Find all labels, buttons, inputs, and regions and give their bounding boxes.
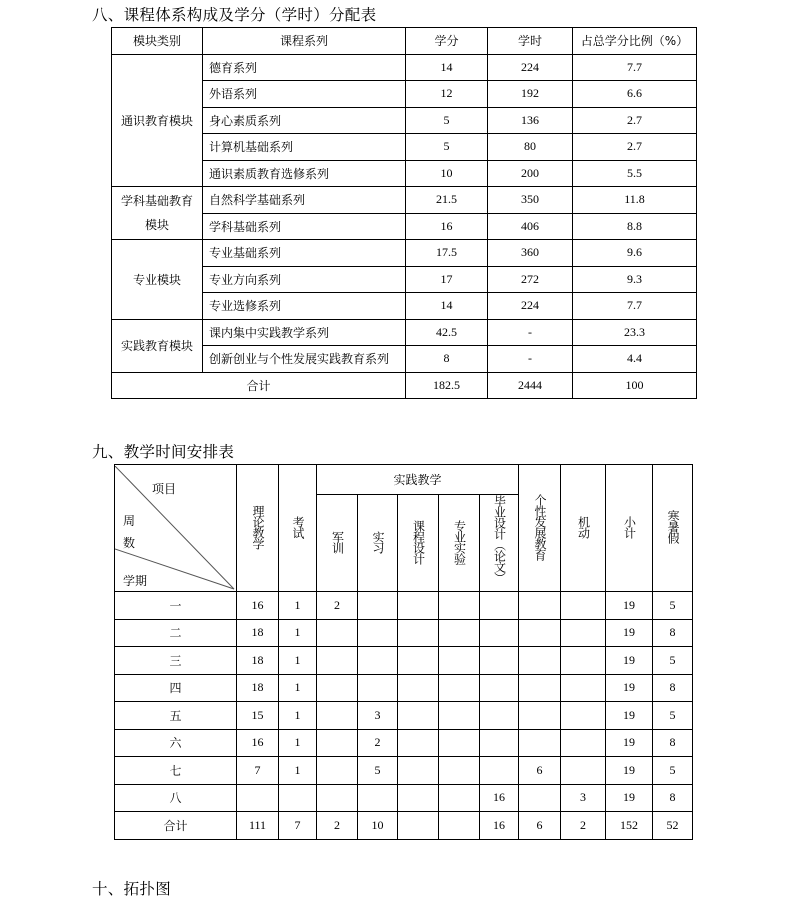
series-cell: 身心素质系列 [203, 107, 406, 134]
value-cell [439, 674, 480, 702]
series-cell: 专业基础系列 [203, 240, 406, 267]
value-cell [358, 647, 398, 675]
value-cell [480, 647, 519, 675]
value-cell: 18 [237, 619, 279, 647]
module-cell: 专业模块 [112, 240, 203, 320]
value-cell [480, 702, 519, 730]
table-row [112, 240, 697, 267]
value-cell: 19 [606, 592, 653, 620]
ratio-cell: 6.6 [573, 81, 697, 108]
value-cell: 1 [279, 647, 317, 675]
hours-cell: 80 [488, 134, 573, 161]
value-cell [519, 702, 561, 730]
series-cell: 外语系列 [203, 81, 406, 108]
value-cell [439, 729, 480, 757]
value-cell [317, 757, 358, 785]
value-cell [519, 674, 561, 702]
credits-cell: 12 [406, 81, 488, 108]
value-cell: 6 [519, 757, 561, 785]
header-personal [519, 465, 561, 592]
module-cell: 通识教育模块 [112, 54, 203, 187]
header-series: 课程系列 [203, 28, 406, 55]
value-cell [398, 812, 439, 840]
header-military-training-text: 军训 [330, 530, 345, 553]
value-cell [317, 702, 358, 730]
credits-cell: 5 [406, 134, 488, 161]
header-subtotal-text: 小计 [622, 515, 637, 538]
value-cell [439, 784, 480, 812]
term-cell: 六 [115, 729, 237, 757]
value-cell [480, 729, 519, 757]
hours-cell: 350 [488, 187, 573, 214]
value-cell: 8 [653, 619, 693, 647]
total-row [112, 372, 697, 399]
value-cell: 5 [653, 702, 693, 730]
value-cell: 6 [519, 812, 561, 840]
hours-cell: 136 [488, 107, 573, 134]
table-row [115, 784, 693, 812]
header-lab-text: 专业实验 [452, 519, 467, 564]
credits-cell: 8 [406, 346, 488, 373]
value-cell [398, 702, 439, 730]
value-cell: 19 [606, 674, 653, 702]
value-cell: 3 [358, 702, 398, 730]
term-cell: 一 [115, 592, 237, 620]
hours-cell: 200 [488, 160, 573, 187]
value-cell [480, 674, 519, 702]
value-cell [317, 784, 358, 812]
ratio-cell: 7.7 [573, 54, 697, 81]
value-cell [398, 757, 439, 785]
hours-cell: 224 [488, 293, 573, 320]
header-course-design [398, 495, 439, 592]
ratio-cell: 2.7 [573, 134, 697, 161]
value-cell: 2 [317, 812, 358, 840]
table-row [115, 702, 693, 730]
header-exam [279, 465, 317, 592]
header-vacation-text: 寒暑假 [666, 510, 681, 543]
table-row [112, 319, 697, 346]
header-internship [358, 495, 398, 592]
value-cell: 16 [480, 784, 519, 812]
value-cell [317, 674, 358, 702]
ratio-cell: 23.3 [573, 319, 697, 346]
value-cell: 8 [653, 729, 693, 757]
value-cell [439, 647, 480, 675]
value-cell [439, 702, 480, 730]
value-cell: 2 [561, 812, 606, 840]
value-cell: 2 [358, 729, 398, 757]
table-row [115, 619, 693, 647]
credits-cell: 42.5 [406, 319, 488, 346]
credits-cell: 5 [406, 107, 488, 134]
ratio-cell: 9.3 [573, 266, 697, 293]
value-cell: 16 [237, 592, 279, 620]
table-row [112, 187, 697, 214]
value-cell: 1 [279, 592, 317, 620]
hours-cell: - [488, 319, 573, 346]
header-module: 模块类别 [112, 28, 203, 55]
total-credits: 182.5 [406, 372, 488, 399]
term-cell: 七 [115, 757, 237, 785]
value-cell: 3 [561, 784, 606, 812]
term-cell: 四 [115, 674, 237, 702]
header-internship-text: 实习 [371, 530, 385, 553]
value-cell [439, 757, 480, 785]
term-cell: 三 [115, 647, 237, 675]
value-cell: 8 [653, 784, 693, 812]
table-row [115, 757, 693, 785]
header-flexible [561, 465, 606, 592]
value-cell [317, 729, 358, 757]
value-cell: 19 [606, 757, 653, 785]
value-cell: 10 [358, 812, 398, 840]
header-theory [237, 465, 279, 592]
value-cell [439, 592, 480, 620]
corner-label-term: 学期 [123, 573, 148, 588]
value-cell: 7 [237, 757, 279, 785]
value-cell: 16 [480, 812, 519, 840]
hours-cell: - [488, 346, 573, 373]
value-cell [561, 702, 606, 730]
term-cell: 八 [115, 784, 237, 812]
value-cell [561, 757, 606, 785]
credits-cell: 14 [406, 54, 488, 81]
value-cell [480, 592, 519, 620]
corner-label-item: 项目 [152, 481, 177, 496]
value-cell [439, 812, 480, 840]
value-cell: 111 [237, 812, 279, 840]
hours-cell: 272 [488, 266, 573, 293]
header-thesis [480, 495, 519, 592]
header-vacation [653, 465, 693, 592]
credits-cell: 17.5 [406, 240, 488, 267]
value-cell: 7 [279, 812, 317, 840]
header-hours: 学时 [488, 28, 573, 55]
value-cell: 19 [606, 784, 653, 812]
series-cell: 专业选修系列 [203, 293, 406, 320]
credits-cell: 16 [406, 213, 488, 240]
table-row [115, 812, 693, 840]
value-cell [519, 619, 561, 647]
term-cell: 二 [115, 619, 237, 647]
value-cell: 18 [237, 674, 279, 702]
ratio-cell: 4.4 [573, 346, 697, 373]
header-military-training [317, 495, 358, 592]
credits-cell: 10 [406, 160, 488, 187]
series-cell: 学科基础系列 [203, 213, 406, 240]
value-cell [398, 619, 439, 647]
value-cell [237, 784, 279, 812]
value-cell [358, 592, 398, 620]
value-cell: 1 [279, 757, 317, 785]
value-cell [358, 619, 398, 647]
value-cell [561, 592, 606, 620]
value-cell: 5 [653, 592, 693, 620]
ratio-cell: 9.6 [573, 240, 697, 267]
value-cell: 152 [606, 812, 653, 840]
value-cell [519, 647, 561, 675]
series-cell: 课内集中实践教学系列 [203, 319, 406, 346]
credits-cell: 14 [406, 293, 488, 320]
total-ratio: 100 [573, 372, 697, 399]
value-cell [398, 729, 439, 757]
value-cell: 5 [358, 757, 398, 785]
ratio-cell: 8.8 [573, 213, 697, 240]
teaching-schedule-table [114, 464, 693, 840]
value-cell: 15 [237, 702, 279, 730]
value-cell: 2 [317, 592, 358, 620]
value-cell: 1 [279, 702, 317, 730]
credits-cell: 21.5 [406, 187, 488, 214]
ratio-cell: 5.5 [573, 160, 697, 187]
section-9-heading: 九、教学时间安排表 [92, 443, 235, 461]
total-label: 合计 [112, 372, 406, 399]
header-flexible-text: 机动 [576, 515, 591, 538]
value-cell: 19 [606, 729, 653, 757]
ratio-cell: 7.7 [573, 293, 697, 320]
header-subtotal [606, 465, 653, 592]
header-practice-group: 实践教学 [317, 465, 519, 495]
header-personal-text: 个性发展教育 [533, 493, 548, 560]
header-credits: 学分 [406, 28, 488, 55]
corner-label-week-2: 数 [123, 535, 136, 550]
value-cell: 19 [606, 647, 653, 675]
credit-allocation-table [111, 27, 697, 399]
table-row [112, 54, 697, 81]
value-cell [561, 647, 606, 675]
ratio-cell: 2.7 [573, 107, 697, 134]
term-cell: 五 [115, 702, 237, 730]
hours-cell: 192 [488, 81, 573, 108]
series-cell: 自然科学基础系列 [203, 187, 406, 214]
value-cell: 16 [237, 729, 279, 757]
table-header-row [112, 28, 697, 55]
value-cell [561, 619, 606, 647]
value-cell: 1 [279, 619, 317, 647]
series-cell: 专业方向系列 [203, 266, 406, 293]
header-exam-text: 考试 [291, 515, 305, 538]
series-cell: 计算机基础系列 [203, 134, 406, 161]
section-10-heading: 十、拓扑图 [92, 880, 172, 898]
table-row [115, 729, 693, 757]
value-cell [561, 729, 606, 757]
header-ratio: 占总学分比例（%） [573, 28, 697, 55]
value-cell [561, 674, 606, 702]
module-cell: 学科基础教育模块 [112, 187, 203, 240]
header-lab [439, 495, 480, 592]
value-cell: 5 [653, 647, 693, 675]
value-cell: 52 [653, 812, 693, 840]
table-row [115, 647, 693, 675]
value-cell [398, 674, 439, 702]
value-cell [519, 784, 561, 812]
hours-cell: 224 [488, 54, 573, 81]
series-cell: 通识素质教育选修系列 [203, 160, 406, 187]
ratio-cell: 11.8 [573, 187, 697, 214]
credits-cell: 17 [406, 266, 488, 293]
module-cell: 实践教育模块 [112, 319, 203, 372]
term-cell: 合计 [115, 812, 237, 840]
series-cell: 创新创业与个性发展实践教育系列 [203, 346, 406, 373]
table-row [115, 674, 693, 702]
hours-cell: 360 [488, 240, 573, 267]
corner-label-week-1: 周 [123, 513, 136, 528]
value-cell [317, 647, 358, 675]
value-cell [519, 729, 561, 757]
value-cell [358, 784, 398, 812]
value-cell: 1 [279, 729, 317, 757]
value-cell: 8 [653, 674, 693, 702]
series-cell: 德育系列 [203, 54, 406, 81]
header-course-design-text: 课程设计 [411, 519, 426, 564]
value-cell [398, 784, 439, 812]
value-cell: 18 [237, 647, 279, 675]
value-cell [519, 592, 561, 620]
value-cell: 5 [653, 757, 693, 785]
value-cell [398, 647, 439, 675]
value-cell: 1 [279, 674, 317, 702]
value-cell: 19 [606, 619, 653, 647]
header-theory-text: 理论教学 [251, 504, 265, 549]
corner-diagonal-cell [115, 465, 237, 592]
value-cell [480, 757, 519, 785]
total-hours: 2444 [488, 372, 573, 399]
header-thesis-text: 毕业设计（论文） [492, 495, 507, 583]
section-8-heading: 八、课程体系构成及学分（学时）分配表 [92, 6, 377, 24]
value-cell: 19 [606, 702, 653, 730]
value-cell [279, 784, 317, 812]
value-cell [317, 619, 358, 647]
value-cell [439, 619, 480, 647]
value-cell [480, 619, 519, 647]
table-row [115, 592, 693, 620]
value-cell [398, 592, 439, 620]
value-cell [358, 674, 398, 702]
hours-cell: 406 [488, 213, 573, 240]
